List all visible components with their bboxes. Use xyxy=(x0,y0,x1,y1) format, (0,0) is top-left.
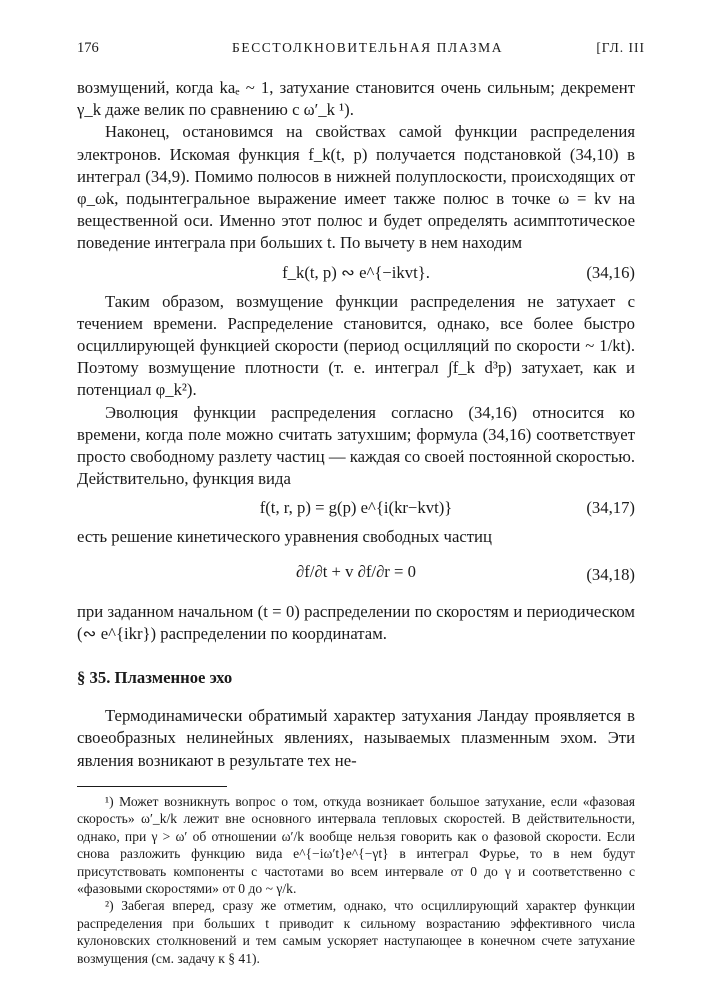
section-title: Плазменное эхо xyxy=(114,668,233,688)
paragraph-1: возмущений, когда kaₑ ~ 1, затухание становится очень сильным; декремент γ_k даже велик по сравнению с ω′_k ¹). xyxy=(77,78,635,120)
footnote-2: ²) Забегая вперед, сразу же отметим, однако, что осциллирующий характер функции распределения при больших t приводит к сильному возрастанию эффективного числа кулоновских столкновений и тем самым ускоряет наступающее в конечном счете затухание возмущения (см. задачу к § 41). xyxy=(77,898,635,966)
main-text xyxy=(77,77,635,967)
running-header xyxy=(77,40,645,62)
equation-34-17-expression: f(t, r, p) = g(p) e^{i(kr−kvt)} xyxy=(259,498,453,518)
section-number: § 35. xyxy=(77,668,111,688)
paragraph-4: Эволюция функции распределения согласно (34,16) относится ко времени, когда поле можно считать затухшим; формула (34,16) соответствует просто свободному разлету частиц — каждая со своей постоянной скоростью. Действительно, функция вида xyxy=(77,402,635,489)
chapter-label: [ГЛ. III xyxy=(596,40,645,55)
equation-34-17 xyxy=(77,490,635,526)
section-heading xyxy=(77,667,635,689)
footnote-1: ¹) Может возникнуть вопрос о том, откуда возникает большое затухание, если «фазовая скорость» ω′_k/k лежит вне основного интервала тепловых скоростей. В действительности, однако, при γ > ω′ об отношении ω′/k вообще нельзя говорить как о фазовой скорости. Если снова разложить функцию вида e^{−iω′t}e^{−γt} в интеграл Фурье, то в нем будут присутствовать компоненты с частотами во всем интервале от 0 до γ и соответственно с «фазовыми скоростями» от 0 до ~ γ/k. xyxy=(77,793,635,896)
footnote-divider xyxy=(77,786,227,787)
equation-34-18 xyxy=(77,549,635,601)
paragraph-6: при заданном начальном (t = 0) распределении по скоростям и периодическом (∾ e^{ikr}) распределении по координатам. xyxy=(77,601,635,643)
page-number: 176 xyxy=(77,40,99,56)
equation-34-16-expression: f_k(t, p) ∾ e^{−ikvt}. xyxy=(282,262,430,282)
paragraph-2: Наконец, остановимся на свойствах самой функции распределения электронов. Искомая функция f_k(t, p) получается подстановкой (34,10) в интеграл (34,9). Помимо полюсов в нижней полуплоскости, происходящих от φ_ωk, подынтегральное выражение имеет также полюс в точке ω = kv на вещественной оси. Именно этот полюс и будет определять асимптотическое поведение интеграла при больших t. По вычету в нем находим xyxy=(77,122,635,253)
equation-34-17-number: (34,17) xyxy=(586,498,635,518)
equation-34-18-number: (34,18) xyxy=(586,564,635,584)
paragraph-5: есть решение кинетического уравнения свободных частиц xyxy=(77,527,492,547)
running-title: БЕССТОЛКНОВИТЕЛЬНАЯ ПЛАЗМА xyxy=(232,40,504,55)
equation-34-16 xyxy=(77,255,635,291)
paragraph-3: Таким образом, возмущение функции распределения не затухает с течением времени. Распределение становится, однако, все более быстро осциллирующей функцией скорости (период осцилляций по скорости ~ 1/kt). Поэтому возмущение плотности (т. е. интеграл ∫f_k d³p) затухает, как и потенциал φ_k²). xyxy=(77,291,635,400)
equation-34-18-expression: ∂f/∂t + v ∂f/∂r = 0 xyxy=(296,561,416,581)
equation-34-16-number: (34,16) xyxy=(586,262,635,282)
paragraph-7: Термодинамически обратимый характер затухания Ландау проявляется в своеобразных нелинейных явлениях, называемых плазменным эхом. Эти явления возникают в результате тех не- xyxy=(77,706,635,770)
footnotes xyxy=(77,793,635,967)
